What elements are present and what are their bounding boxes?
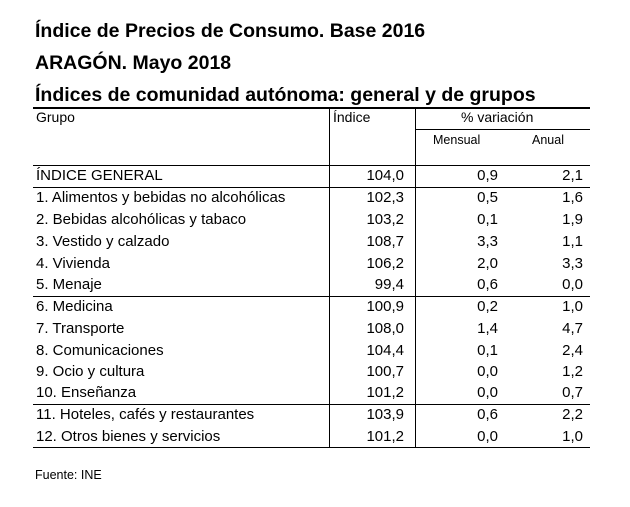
cell-indice: 103,2: [366, 211, 404, 228]
cell-grupo: 9. Ocio y cultura: [36, 363, 145, 380]
cell-indice: 104,4: [366, 342, 404, 359]
cell-grupo: 2. Bebidas alcohólicas y tabaco: [36, 211, 247, 228]
report-title: Índice de Precios de Consumo. Base 2016: [35, 20, 426, 42]
cell-anual: 1,0: [562, 298, 583, 315]
row-separator: [33, 404, 590, 405]
cell-mensual: 3,3: [477, 233, 498, 250]
cell-mensual: 0,5: [477, 189, 498, 206]
cell-indice: 100,7: [366, 363, 404, 380]
table-title: Índices de comunidad autónoma: general y de grupos: [35, 84, 536, 106]
cell-anual: 3,3: [562, 255, 583, 272]
cell-grupo: 1. Alimentos y bebidas no alcohólicas: [36, 189, 286, 206]
header-anual: Anual: [532, 133, 564, 147]
cell-mensual: 0,9: [477, 167, 498, 184]
cell-grupo: 5. Menaje: [36, 276, 102, 293]
cell-mensual: 1,4: [477, 320, 498, 337]
cell-grupo: 4. Vivienda: [36, 255, 110, 272]
source-note: Fuente: INE: [35, 468, 102, 482]
cell-indice: 106,2: [366, 255, 404, 272]
cell-anual: 2,2: [562, 406, 583, 423]
cell-grupo: 11. Hoteles, cafés y restaurantes: [36, 406, 255, 423]
cell-mensual: 0,2: [477, 298, 498, 315]
cell-grupo: 12. Otros bienes y servicios: [36, 428, 221, 445]
table-bottom-rule: [33, 447, 590, 448]
col-divider-indice: [329, 109, 330, 448]
header-variacion: % variación: [461, 109, 534, 125]
cell-mensual: 0,0: [477, 428, 498, 445]
cell-anual: 1,9: [562, 211, 583, 228]
header-bottom-rule: [33, 165, 590, 166]
cell-indice: 101,2: [366, 428, 404, 445]
cell-anual: 1,6: [562, 189, 583, 206]
cell-indice: 100,9: [366, 298, 404, 315]
cell-mensual: 2,0: [477, 255, 498, 272]
cell-indice: 103,9: [366, 406, 404, 423]
cell-mensual: 0,6: [477, 276, 498, 293]
cell-mensual: 0,6: [477, 406, 498, 423]
cell-mensual: 0,0: [477, 384, 498, 401]
row-separator: [33, 296, 590, 297]
cell-indice: 108,7: [366, 233, 404, 250]
cell-anual: 2,4: [562, 342, 583, 359]
header-grupo: Grupo: [36, 109, 75, 125]
row-separator: [33, 187, 590, 188]
cell-grupo: 8. Comunicaciones: [36, 342, 164, 359]
cell-mensual: 0,0: [477, 363, 498, 380]
cell-indice: 102,3: [366, 189, 404, 206]
region-date-title: ARAGÓN. Mayo 2018: [35, 52, 232, 74]
col-divider-variacion: [415, 109, 416, 448]
cell-indice: 101,2: [366, 384, 404, 401]
cell-anual: 0,7: [562, 384, 583, 401]
cell-indice: 104,0: [366, 167, 404, 184]
cell-indice: 108,0: [366, 320, 404, 337]
cell-grupo: 7. Transporte: [36, 320, 125, 337]
variacion-underline: [415, 129, 590, 130]
cell-anual: 0,0: [562, 276, 583, 293]
cell-mensual: 0,1: [477, 342, 498, 359]
header-mensual: Mensual: [433, 133, 481, 147]
cell-anual: 4,7: [562, 320, 583, 337]
cell-grupo: 6. Medicina: [36, 298, 113, 315]
cell-indice: 99,4: [374, 276, 404, 293]
cell-grupo: ÍNDICE GENERAL: [36, 167, 163, 184]
cell-anual: 2,1: [562, 167, 583, 184]
header-indice: Índice: [333, 109, 371, 125]
cell-mensual: 0,1: [477, 211, 498, 228]
cell-anual: 1,1: [562, 233, 583, 250]
cell-anual: 1,0: [562, 428, 583, 445]
cell-grupo: 3. Vestido y calzado: [36, 233, 170, 250]
cell-grupo: 10. Enseñanza: [36, 384, 137, 401]
cell-anual: 1,2: [562, 363, 583, 380]
